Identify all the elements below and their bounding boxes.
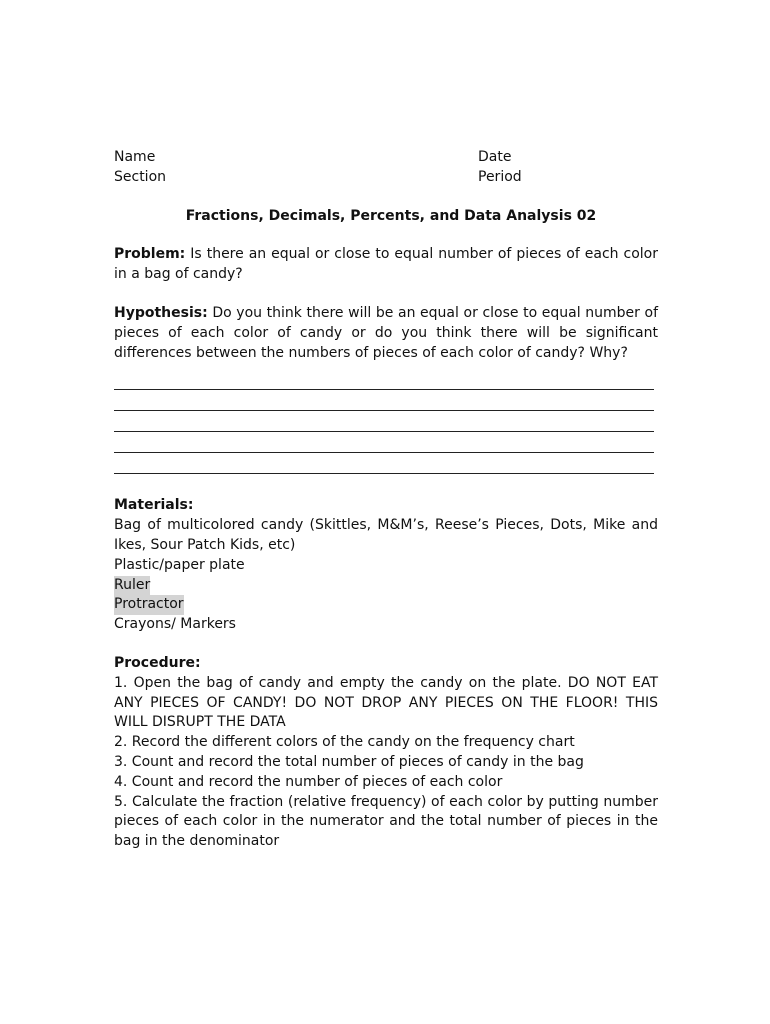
- answer-lines: [114, 369, 658, 474]
- date-label: Date: [478, 149, 512, 165]
- period-label: Period: [478, 168, 522, 185]
- materials-label: Materials:: [114, 497, 194, 514]
- answer-line[interactable]: [114, 369, 654, 390]
- materials-item: Bag of multicolored candy (Skittles, M&M’s, Reese’s Pieces, Dots, Mike and Ikes, Sour Patch Kids, etc): [114, 517, 658, 553]
- answer-line[interactable]: [114, 390, 654, 411]
- problem-section: [114, 245, 658, 285]
- hypothesis-section: [114, 304, 658, 363]
- answer-line[interactable]: [114, 453, 654, 474]
- materials-item: Crayons/ Markers: [114, 616, 236, 633]
- section-label: Section: [114, 168, 167, 185]
- answer-line[interactable]: [114, 411, 654, 432]
- name-label: Name: [114, 149, 156, 165]
- hypothesis-label: Hypothesis:: [114, 304, 208, 321]
- materials-item: Plastic/paper plate: [114, 556, 245, 573]
- hypothesis-text: Do you think there will be an equal or close to equal number of pieces of each color of candy or do you think there will be significant differences between the numbers of pieces of each color of candy? Why?: [114, 304, 659, 361]
- procedure-step: 2. Record the different colors of the candy on the frequency chart: [114, 734, 575, 751]
- materials-section: [114, 496, 658, 635]
- worksheet-title: Fractions, Decimals, Percents, and Data Analysis 02: [185, 207, 597, 224]
- procedure-step: 5. Calculate the fraction (relative frequency) of each color by putting number pieces of each color in the numerator and the total number of pieces in the bag in the denominator: [114, 793, 658, 850]
- header-row-1: [114, 148, 658, 168]
- procedure-step: 1. Open the bag of candy and empty the candy on the plate. DO NOT EAT ANY PIECES OF CANDY! DO NOT DROP ANY PIECES ON THE FLOOR! THIS WILL DISRUPT THE DATA: [114, 674, 658, 731]
- header-row-2: [114, 168, 658, 188]
- procedure-step: 3. Count and record the total number of pieces of candy in the bag: [114, 753, 584, 770]
- procedure-section: [114, 654, 658, 852]
- procedure-step: 4. Count and record the number of pieces of each color: [114, 773, 503, 790]
- materials-item-highlighted: Ruler: [114, 576, 150, 596]
- answer-line[interactable]: [114, 432, 654, 453]
- problem-text: Is there an equal or close to equal number of pieces of each color in a bag of candy?: [114, 246, 659, 283]
- worksheet-page: [114, 148, 658, 852]
- procedure-label: Procedure:: [114, 654, 201, 671]
- materials-item-highlighted: Protractor: [114, 595, 184, 615]
- problem-label: Problem:: [114, 246, 186, 263]
